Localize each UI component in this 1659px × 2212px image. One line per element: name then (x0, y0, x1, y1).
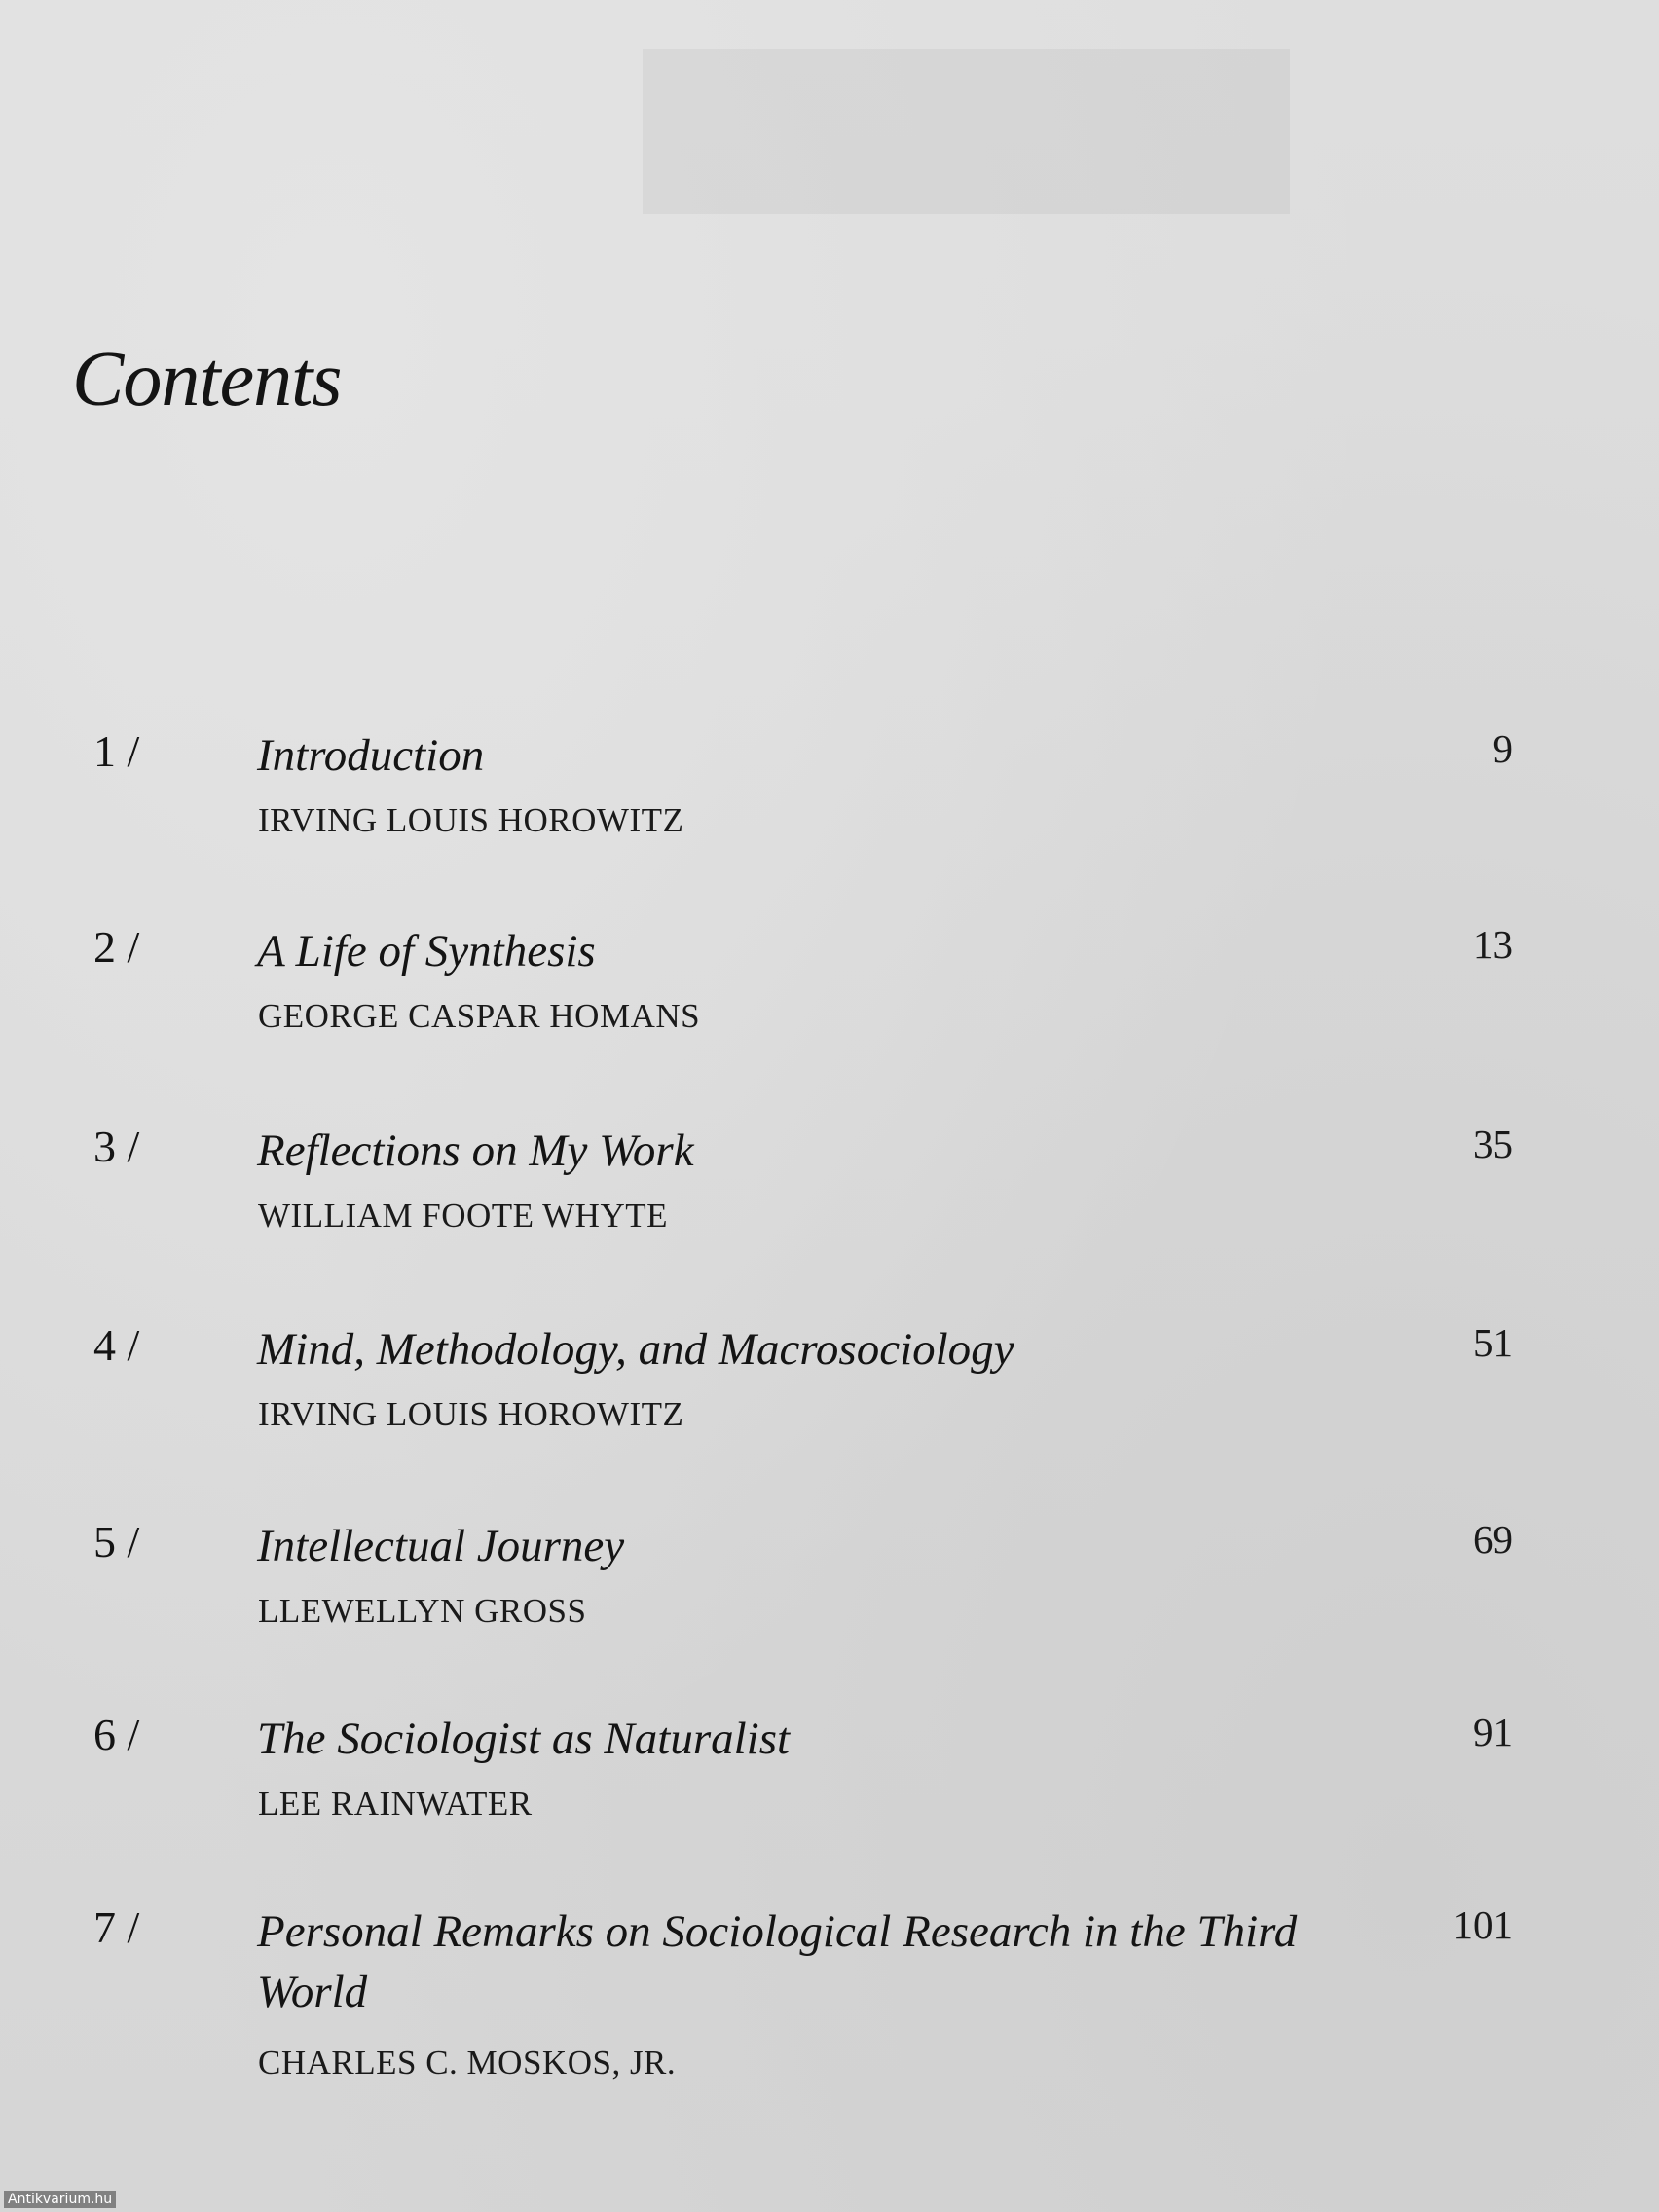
page-number: 9 (1493, 726, 1513, 771)
chapter-title: Reflections on My Work (257, 1125, 694, 1176)
chapter-number: 4 / (93, 1320, 140, 1370)
chapter-number: 6 / (93, 1710, 140, 1759)
page-number: 13 (1473, 922, 1513, 967)
chapter-title: Personal Remarks on Sociological Research in the Third World (257, 1906, 1298, 2017)
chapter-number: 2 / (93, 922, 140, 972)
chapter-title: The Sociologist as Naturalist (257, 1714, 791, 1764)
chapter-title: Mind, Methodology, and Macrosociology (257, 1324, 1014, 1375)
chapter-number: 7 / (93, 1902, 140, 1952)
chapter-number: 5 / (93, 1517, 140, 1567)
watermark-label: Antikvarium.hu (4, 2191, 116, 2208)
show-through-reverse-page (0, 0, 1659, 1022)
page-number: 35 (1473, 1122, 1513, 1166)
page-number: 101 (1453, 1902, 1513, 1947)
chapter-author: WILLIAM FOOTE WHYTE (258, 1197, 668, 1235)
chapter-author: LEE RAINWATER (258, 1785, 533, 1823)
chapter-author: IRVING LOUIS HOROWITZ (258, 1395, 684, 1433)
chapter-title: Intellectual Journey (257, 1521, 625, 1571)
page-number: 69 (1473, 1517, 1513, 1562)
chapter-title: A Life of Synthesis (257, 926, 596, 977)
chapter-author: LLEWELLYN GROSS (258, 1592, 587, 1630)
chapter-number: 3 / (93, 1122, 140, 1171)
chapter-author: IRVING LOUIS HOROWITZ (258, 801, 684, 839)
chapter-number: 1 / (93, 726, 140, 776)
contents-heading: Contents (72, 337, 342, 423)
show-through-block (643, 49, 1290, 214)
page-number: 51 (1473, 1320, 1513, 1365)
chapter-title: Introduction (257, 730, 485, 781)
chapter-author: CHARLES C. MOSKOS, JR. (258, 2044, 677, 2082)
page-number: 91 (1473, 1710, 1513, 1754)
chapter-author: GEORGE CASPAR HOMANS (258, 997, 701, 1035)
